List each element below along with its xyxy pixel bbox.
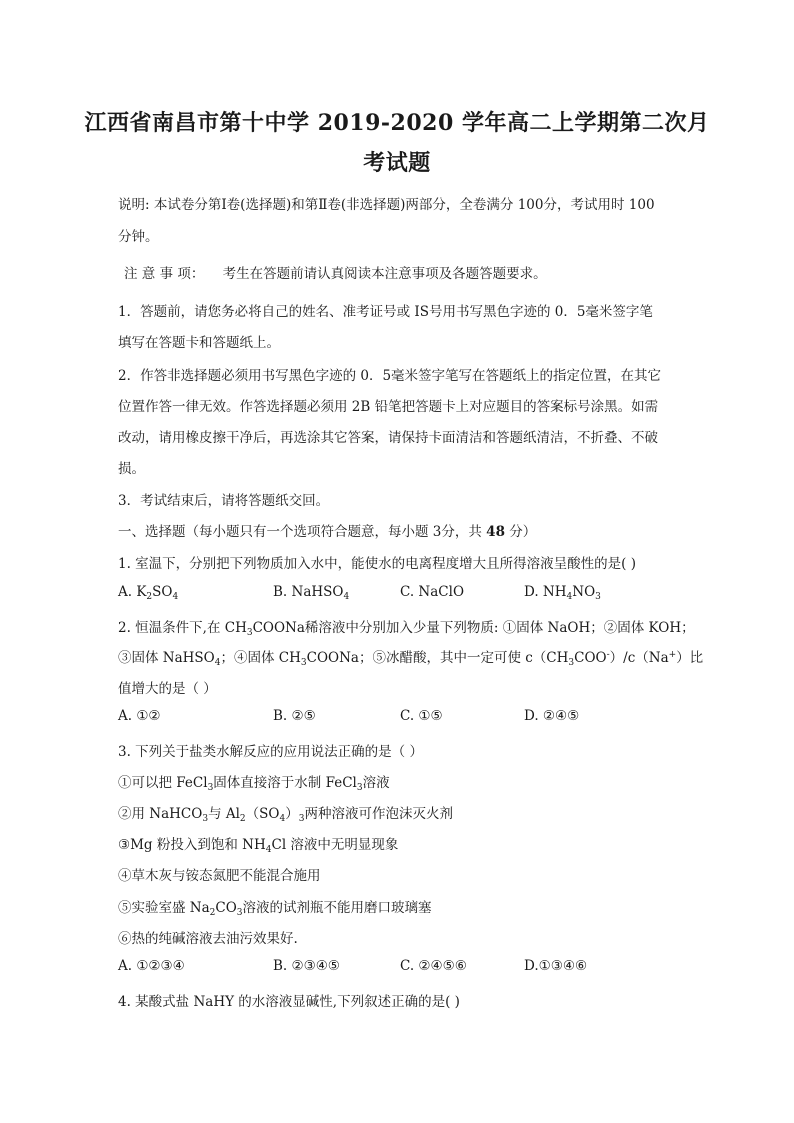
notice-label: 注 意 事 项： (124, 266, 205, 282)
intro-line2: 分钟。 (118, 229, 159, 245)
q2-option-d: D. ②④⑤ (524, 708, 580, 724)
q3-option-a: A. ①②③④ (118, 958, 185, 974)
q1-stem: 1. 室温下，分别把下列物质加入水中，能使水的电离程度增大且所得溶液呈酸性的是( ) (118, 556, 636, 572)
q1-option-d: D. $NH_4NO_3$ (524, 584, 601, 602)
q1-option-b: B. NaHSO$_4$ (273, 584, 350, 602)
q2-stem-line3: 值增大的是（ ） (118, 681, 217, 697)
q3-option-b: B. ②③④⑤ (273, 958, 340, 974)
notice-header (118, 262, 678, 282)
q1-option-a: A. $K_2SO_4$ (118, 584, 179, 602)
q2-option-c: C. ①⑤ (400, 708, 443, 724)
notice-item2-line1: 2．作答非选择题必须用书写黑色字迹的 0．5毫米签字笔写在答题纸上的指定位置，在其它 (118, 368, 662, 384)
q1-option-c: C. NaClO (400, 584, 465, 600)
q3-option-c: C. ②④⑤⑥ (400, 958, 467, 974)
q3-statement-4: ④草木灰与铵态氮肥不能混合施用 (118, 868, 321, 884)
q2-option-b: B. ②⑤ (273, 708, 316, 724)
notice-item1-line2: 填写在答题卡和答题纸上。 (118, 335, 280, 351)
notice-item2-line2: 位置作答一律无效。作答选择题必须用 2B 铅笔把答题卡上对应题目的答案标号涂黑。如需 (118, 399, 659, 415)
q2-stem-line2: ③固体 NaHSO$_4$；④固体 $CH_3COONa$；⑤冰醋酸，其中一定可使 $c(CH_3COO^-)/c(Na^+)$比 (118, 650, 704, 668)
q3-statement-2: ②用 NaHCO$_3$与 $Al_2(SO_4)_3$两种溶液可作泡沫灭火剂 (118, 806, 453, 824)
q2-stem-line1: 2. 恒温条件下,在 $CH_3COONa$稀溶液中分别加入少量下列物质: ①固体 NaOH；②固体 KOH； (118, 620, 695, 638)
notice-item2-line3: 改动，请用橡皮擦干净后，再选涂其它答案，请保持卡面清洁和答题纸清洁，不折叠、不破 (118, 430, 658, 446)
q3-statement-3: ③Mg 粉投入到饱和 $NH_4Cl$ 溶液中无明显现象 (118, 837, 399, 855)
q3-option-d: D.①③④⑥ (524, 958, 588, 974)
intro-line1: 说明: 本试卷分第Ⅰ卷(选择题)和第Ⅱ卷(非选择题)两部分，全卷满分 100分，考试用时 100 (118, 197, 655, 213)
q3-stem: 3. 下列关于盐类水解反应的应用说法正确的是（ ） (118, 744, 423, 760)
q4-stem: 4. 某酸式盐 NaHY 的水溶液显碱性,下列叙述正确的是( ) (118, 994, 460, 1010)
notice-text: 考生在答题前请认真阅读本注意事项及各题答题要求。 (222, 266, 547, 282)
notice-item3: 3．考试结束后，请将答题纸交回。 (118, 493, 330, 509)
section1-heading: 一、选择题（每小题只有一个选项符合题意，每小题 3分，共 48 分） (118, 524, 537, 540)
q3-statement-5: ⑤实验室盛 $Na_2CO_3$溶液的试剂瓶不能用磨口玻璃塞 (118, 900, 432, 918)
q3-statement-6: ⑥热的纯碱溶液去油污效果好. (118, 931, 298, 947)
exam-title-line2: 考试题 (363, 150, 431, 176)
q3-statement-1: ①可以把 FeCl$_3$固体直接溶于水制 FeCl$_3$溶液 (118, 775, 390, 793)
notice-item1-line1: 1．答题前，请您务必将自己的姓名、准考证号或 IS号用书写黑色字迹的 0．5毫米签字笔 (118, 304, 653, 320)
q2-option-a: A. ①② (118, 708, 161, 724)
exam-title-line1: 江西省南昌市第十中学 2019-2020 学年高二上学期第二次月 (84, 110, 710, 136)
notice-item2-line4: 损。 (118, 461, 145, 477)
